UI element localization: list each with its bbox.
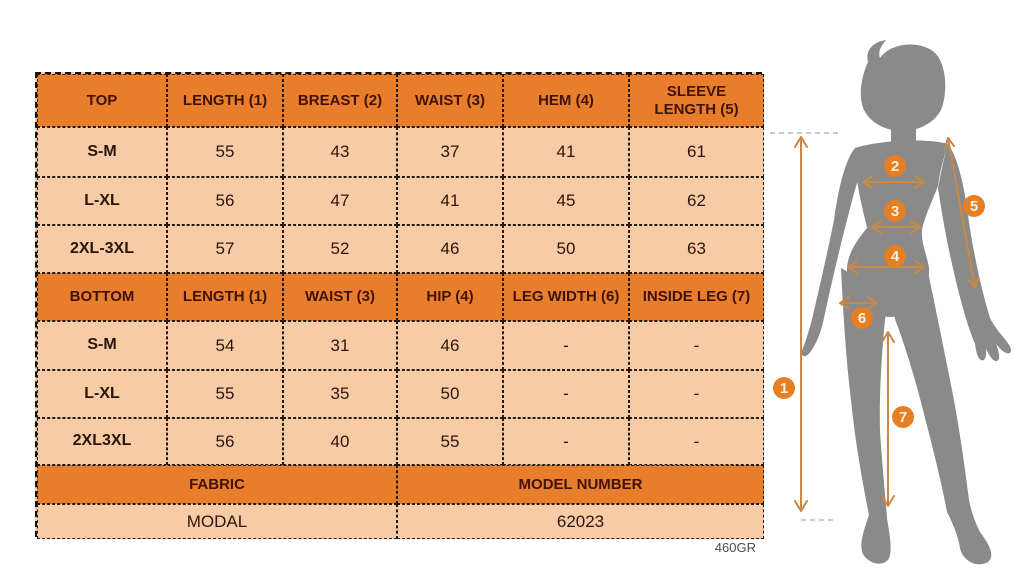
value-cell: 35 bbox=[283, 370, 397, 418]
marker-5 bbox=[963, 195, 985, 217]
value-cell: - bbox=[629, 321, 764, 370]
svg-text:4: 4 bbox=[890, 248, 900, 265]
marker-2 bbox=[884, 155, 906, 177]
value-cell: - bbox=[503, 370, 629, 418]
value-cell: 56 bbox=[167, 177, 283, 225]
top-header-cell: TOP bbox=[37, 74, 167, 127]
marker-7 bbox=[892, 406, 914, 428]
top-header-waist: WAIST (3) bbox=[397, 74, 503, 127]
top-header-hem: HEM (4) bbox=[503, 74, 629, 127]
value-cell: 57 bbox=[167, 225, 283, 273]
bottom-header-hip: HIP (4) bbox=[397, 273, 503, 321]
top-row-size-label: S-M bbox=[37, 127, 167, 177]
top-row-size-label: L-XL bbox=[37, 177, 167, 225]
model-number-value-cell: 62023 bbox=[397, 504, 764, 539]
value-cell: 52 bbox=[283, 225, 397, 273]
svg-text:5: 5 bbox=[969, 198, 979, 215]
value-cell: 56 bbox=[167, 418, 283, 465]
value-cell: 46 bbox=[397, 321, 503, 370]
bottom-row-size-label: 2XL3XL bbox=[37, 418, 167, 465]
value-cell: 55 bbox=[397, 418, 503, 465]
bottom-row-size-label: S-M bbox=[37, 321, 167, 370]
value-cell: - bbox=[503, 418, 629, 465]
value-cell: 31 bbox=[283, 321, 397, 370]
bottom-header-waist: WAIST (3) bbox=[283, 273, 397, 321]
top-header-length: LENGTH (1) bbox=[167, 74, 283, 127]
measurement-figure-svg bbox=[770, 0, 1024, 575]
size-chart-table bbox=[35, 72, 762, 537]
fabric-header-cell: FABRIC bbox=[37, 465, 397, 504]
svg-text:6: 6 bbox=[857, 310, 867, 327]
bottom-header-leg-width: LEG WIDTH (6) bbox=[503, 273, 629, 321]
top-row-size-label: 2XL-3XL bbox=[37, 225, 167, 273]
woman-silhouette-icon bbox=[802, 40, 1011, 564]
svg-text:1: 1 bbox=[779, 380, 789, 397]
value-cell: 46 bbox=[397, 225, 503, 273]
bottom-header-cell: BOTTOM bbox=[37, 273, 167, 321]
value-cell: 37 bbox=[397, 127, 503, 177]
top-header-sleeve-length: SLEEVE LENGTH (5) bbox=[629, 74, 764, 127]
value-cell: 63 bbox=[629, 225, 764, 273]
marker-1 bbox=[773, 377, 795, 399]
value-cell: 41 bbox=[503, 127, 629, 177]
value-cell: 62 bbox=[629, 177, 764, 225]
model-number-header-cell: MODEL NUMBER bbox=[397, 465, 764, 504]
bottom-header-inside-leg: INSIDE LEG (7) bbox=[629, 273, 764, 321]
bottom-header-length: LENGTH (1) bbox=[167, 273, 283, 321]
svg-text:3: 3 bbox=[890, 203, 900, 220]
svg-text:7: 7 bbox=[898, 409, 908, 426]
value-cell: 43 bbox=[283, 127, 397, 177]
value-cell: 45 bbox=[503, 177, 629, 225]
value-cell: - bbox=[629, 418, 764, 465]
top-header-breast: BREAST (2) bbox=[283, 74, 397, 127]
marker-3 bbox=[884, 200, 906, 222]
value-cell: - bbox=[629, 370, 764, 418]
value-cell: 50 bbox=[503, 225, 629, 273]
svg-text:2: 2 bbox=[890, 158, 900, 175]
value-cell: - bbox=[503, 321, 629, 370]
weight-note: 460GR bbox=[714, 540, 756, 555]
value-cell: 47 bbox=[283, 177, 397, 225]
marker-4 bbox=[884, 245, 906, 267]
value-cell: 41 bbox=[397, 177, 503, 225]
measurement-figure bbox=[770, 0, 1024, 575]
marker-6 bbox=[851, 307, 873, 329]
fabric-value-cell: MODAL bbox=[37, 504, 397, 539]
value-cell: 50 bbox=[397, 370, 503, 418]
length-arrow-icon bbox=[795, 137, 807, 511]
guide-dashed-lines bbox=[770, 133, 838, 520]
value-cell: 55 bbox=[167, 370, 283, 418]
value-cell: 55 bbox=[167, 127, 283, 177]
value-cell: 61 bbox=[629, 127, 764, 177]
value-cell: 40 bbox=[283, 418, 397, 465]
bottom-row-size-label: L-XL bbox=[37, 370, 167, 418]
value-cell: 54 bbox=[167, 321, 283, 370]
